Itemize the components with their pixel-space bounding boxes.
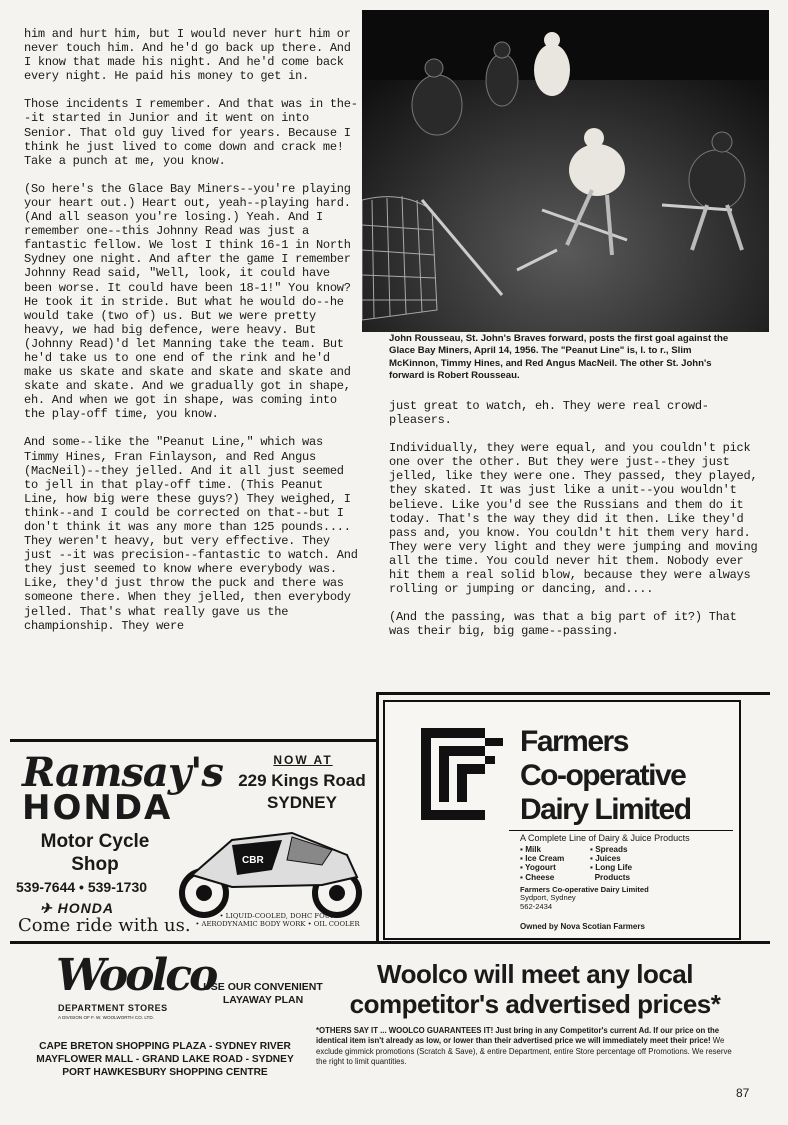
- store-location: CAPE BRETON SHOPPING PLAZA - SYDNEY RIVER: [39, 1041, 291, 1052]
- farmers-name-line1: Farmers: [520, 725, 628, 758]
- farmers-name-line2: Co-operative: [520, 759, 686, 792]
- woolco-ad: [10, 945, 770, 1085]
- product-item: ▪ Spreads: [590, 845, 628, 854]
- bike-features: [185, 912, 370, 928]
- article-paragraph: Those incidents I remember. And that was in the--it started in Junior and it went on into Senior. That old guy lived for years. Because I think he just lived to come down and crack me! Take a punch at me, you know.: [24, 97, 358, 168]
- honda-wing-icon: ✈: [40, 900, 53, 916]
- farmers-owned-by: Owned by Nova Scotian Farmers: [520, 922, 645, 931]
- photo-caption-text: John Rousseau, St. John's Braves forward, posts the first goal against the Glace Bay Miners, April 14, 1956. The "Peanut Line" is, l. to r., Slim McKinnon, Timmy Hines, and Red Angus MacNeil. The other St. John's forward is Robert Rousseau.: [389, 333, 729, 382]
- honda-slogan: Come ride with us.: [18, 915, 191, 936]
- honda-logo-block: HONDA: [22, 788, 173, 828]
- divider-rule: [10, 941, 770, 944]
- product-item: ▪ Yogourt: [520, 863, 556, 873]
- farmers-dairy-ad: [383, 700, 741, 940]
- farmers-logo-icon: [421, 728, 513, 820]
- divider-rule: [10, 739, 376, 742]
- farmers-company: Farmers Co-operative Dairy Limited: [520, 885, 649, 894]
- fine-print-bold: *OTHERS SAY IT ... WOOLCO GUARANTEES IT! Just bring in any Competitor's current Ad. If our price on the identical item isn't already as low, or lower than their advertised price we will immediately meet their price!: [316, 1026, 720, 1046]
- article-paragraph: him and hurt him, but I would never hurt him or never touch him. And he'd go back up there. And I know that made his night. And he'd come back every night. He paid his money to get in.: [24, 27, 351, 84]
- article-column-left: [24, 27, 364, 647]
- article-paragraph: just great to watch, eh. They were real crowd-pleasers.: [389, 399, 709, 428]
- article-paragraph: (And the passing, was that a big part of it?) That was their big, big game--passing.: [389, 610, 737, 639]
- layaway-line: USE OUR CONVENIENT: [203, 981, 323, 993]
- headline-line: Woolco will meet any local: [377, 959, 693, 989]
- ramsay-address-street: 229 Kings Road: [238, 771, 366, 790]
- store-location: MAYFLOWER MALL - GRAND LAKE ROAD - SYDNEY: [36, 1054, 294, 1065]
- article-column-right: [389, 399, 761, 652]
- farmers-tagline: A Complete Line of Dairy & Juice Products: [520, 833, 690, 843]
- bike-model-label: CBR: [242, 855, 264, 866]
- farmers-products-right: [590, 845, 632, 882]
- hockey-scene-illustration: [362, 10, 769, 332]
- product-item: ▪ Ice Cream: [520, 854, 565, 864]
- farmers-divider: [509, 830, 733, 831]
- product-item: ▪ Cheese: [520, 872, 555, 882]
- product-item: ▪ Long Life: [590, 863, 633, 873]
- farmers-contact: [520, 886, 649, 911]
- woolco-headline: [320, 959, 750, 1019]
- woolco-fine-print: [316, 1026, 736, 1068]
- farmers-city: Sydport, Sydney: [520, 893, 576, 903]
- shop-line: Shop: [71, 854, 119, 875]
- ramsays-logo-script: Ramsay's: [22, 749, 223, 796]
- woolco-logo: Woolco: [56, 950, 216, 1001]
- honda-brand-text: HONDA: [57, 900, 114, 916]
- layaway-line: LAYAWAY PLAN: [222, 993, 304, 1006]
- bike-feature: • AERODYNAMIC BODY WORK • OIL COOLER: [195, 920, 360, 928]
- farmers-name-line3: Dairy Limited: [520, 793, 691, 826]
- store-location: PORT HAWKESBURY SHOPPING CENTRE: [62, 1067, 268, 1078]
- fine-print: We exclude gimmick promotions (Scratch & Save), & entire Department, entire Store percentage off Promotions. We reserve the right to limit quantities.: [316, 1036, 732, 1067]
- woolco-subtitle: DEPARTMENT STORES: [58, 1003, 168, 1013]
- motorcycle-illustration: [172, 815, 372, 920]
- farmers-products-left: [520, 845, 564, 882]
- now-at-label: NOW AT: [273, 753, 333, 767]
- bike-feature: • LIQUID-COOLED, DOHC FOUR: [219, 912, 336, 920]
- woolco-locations: [10, 1040, 320, 1079]
- headline-line: competitor's advertised prices*: [349, 989, 721, 1019]
- farmers-phone: 562-2434: [520, 901, 553, 911]
- page-number: 87: [736, 1086, 750, 1100]
- photo-caption: [389, 333, 734, 383]
- ramsay-address-city: SYDNEY: [267, 793, 337, 812]
- ramsays-honda-ad: [10, 745, 374, 940]
- hockey-photo: [362, 10, 769, 332]
- ramsay-phone-numbers: 539-7644 • 539-1730: [16, 879, 148, 895]
- product-item: ▪ Juices: [590, 854, 621, 864]
- article-paragraph: And some--like the "Peanut Line," which was Timmy Hines, Fran Finlayson, and Red Angus (MacNeil)--they jelled. And it all just seemed to jell in that play-off time. (This Peanut Line, how big were these guys?) They weighed, I think--and I could be corrected on that--but I don't think it was any more than 125 pounds.... They weren't heavy, but very effective. They just --it was precision--fantastic to watch. And they just seemed to know where everybody was. Like, they'd just throw the puck and there was someone there. When they jelled, then everybody jelled. That's what really gave us the championship. They were: [24, 435, 358, 633]
- divider-rule: [376, 692, 379, 942]
- product-item: Products: [594, 872, 631, 882]
- divider-rule: [376, 692, 770, 695]
- woolco-division: A DIVISION OF F. W. WOOLWORTH CO. LTD.: [58, 1015, 154, 1020]
- article-paragraph: Individually, they were equal, and you couldn't pick one over the other. But they were just--they just jelled, like they were one. They passed, they played, they skated. It was just like a unit--you wouldn't believe. Like you'd see the Russians and them do it today. That's the way they did it then. Like they'd pass and, you know. You couldn't hit them very hard. They were very light and they were jumping and moving all the time. You could never hit them. Nobody ever hit them a real solid blow, because they were always rolling or jumping or dancing, and....: [389, 441, 758, 597]
- product-item: ▪ Milk: [520, 845, 542, 854]
- motorcycle-line: Motor Cycle: [40, 831, 150, 852]
- article-paragraph: (So here's the Glace Bay Miners--you're playing your heart out.) Heart out, yeah--playing hard. (And all season you're losing.) Yeah. And I remember one--this Johnny Read was just a fantastic fellow. We lost I think 16-1 in North Sydney one night. And after the game I remember Johnny Read said, "Well, look, it could have been worse. It could have been 18-1!" You know? He took it in stride. But what he would do--he would take (two of) us. But we were pretty heavy, we had big defence, were heavy. But (Johnny Read)'d let Manning take the team. But he'd take us to one end of the rink and he'd make us skate and skate and skate and skate and skate and skate. And we gradually got in shape, eh. And when we got in shape, was coming into the play-off time, you know.: [24, 181, 351, 422]
- layaway-notice: [198, 981, 328, 1006]
